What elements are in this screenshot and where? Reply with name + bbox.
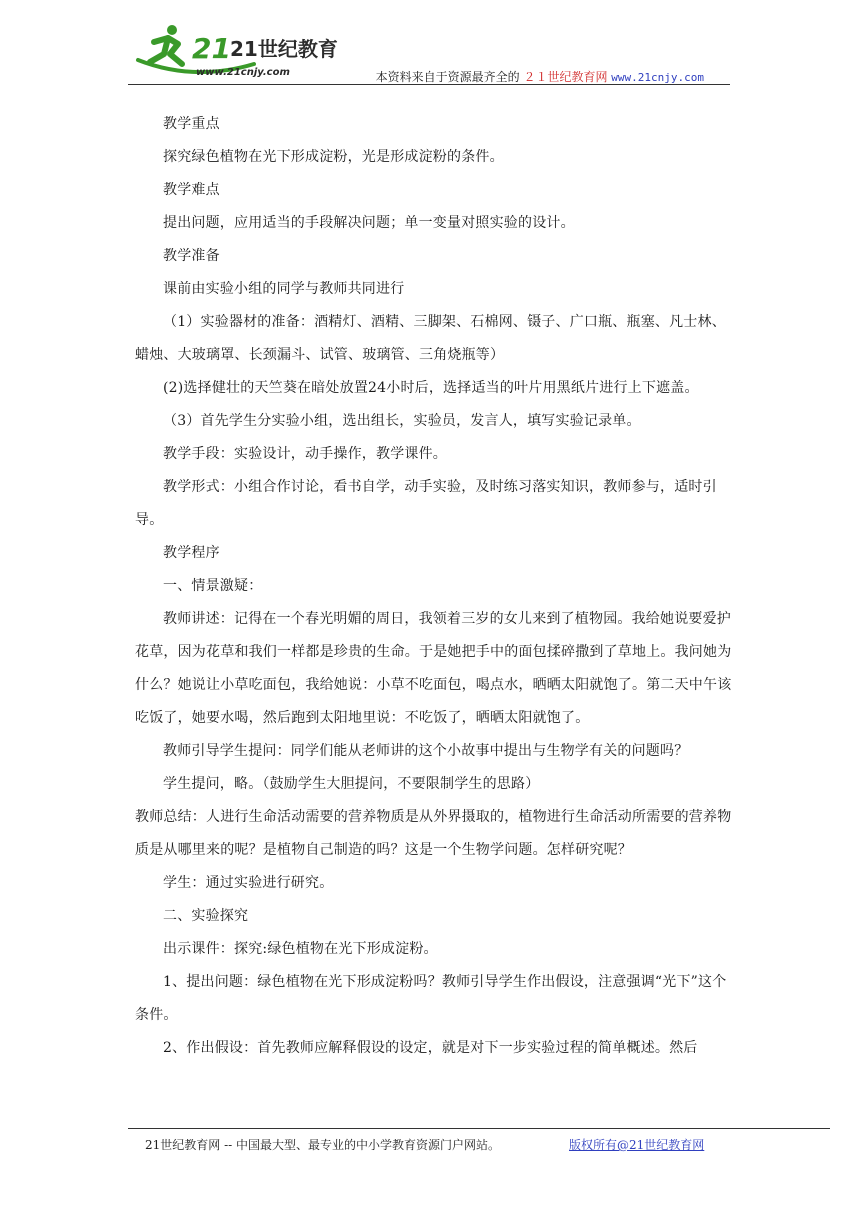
paragraph: 一、情景激疑： [163, 578, 263, 594]
page-header [128, 18, 730, 88]
logo-text: 21世纪教育 [230, 37, 338, 61]
header-source-highlight: ２１世纪教育网 [523, 70, 608, 84]
paragraph: 教师讲述：记得在一个春光明媚的周日，我领着三岁的女儿来到了植物园。我给她说要爱护花草，因为花草和我们一样都是珍贵的生命。于是她把手中的面包揉碎撒到了草地上。我问她为什么？她说让小草吃面包，我给她说：小草不吃面包，喝点水，晒晒太阳就饱了。第二天中午该吃饭了，她要水喝，然后跑到太阳地里说：不吃饭了，晒晒太阳就饱了。 [135, 611, 732, 726]
paragraph: （1）实验器材的准备：酒精灯、酒精、三脚架、石棉网、镊子、广口瓶、瓶塞、凡士林、蜡烛、大玻璃罩、长颈漏斗、试管、玻璃管、三角烧瓶等） [135, 314, 726, 363]
header-source-url[interactable]: www.21cnjy.com [611, 71, 704, 84]
paragraph: 课前由实验小组的同学与教师共同进行 [163, 281, 405, 297]
paragraph: 教学手段：实验设计，动手操作，教学课件。 [163, 446, 447, 462]
paragraph: 学生提问，略。（鼓励学生大胆提问，不要限制学生的思路） [163, 776, 540, 792]
header-source-prefix: 本资料来自于资源最齐全的 [375, 70, 520, 84]
paragraph: 学生：通过实验进行研究。 [163, 875, 334, 891]
page-footer [145, 1136, 705, 1153]
document-body [135, 108, 732, 1065]
footer-copyright-link[interactable]: 版权所有@21世纪教育网 [569, 1138, 705, 1152]
paragraph: 二、实验探究 [163, 908, 249, 924]
header-source-line [376, 68, 704, 85]
paragraph: (2)选择健壮的天竺葵在暗处放置24小时后，选择适当的叶片用黑纸片进行上下遮盖。 [163, 380, 699, 396]
paragraph: 2、作出假设：首先教师应解释假设的设定，就是对下一步实验过程的简单概述。然后 [163, 1040, 698, 1056]
paragraph: 教学重点 [163, 116, 220, 132]
footer-divider [128, 1128, 830, 1129]
paragraph: （3）首先学生分实验小组，选出组长，实验员，发言人，填写实验记录单。 [163, 413, 641, 429]
svg-text:21: 21 [192, 32, 231, 65]
paragraph: 教师总结：人进行生命活动需要的营养物质是从外界摄取的，植物进行生命活动所需要的营养物质是从哪里来的呢？是植物自己制造的吗？这是一个生物学问题。怎样研究呢？ [135, 809, 732, 858]
paragraph: 教师引导学生提问：同学们能从老师讲的这个小故事中提出与生物学有关的问题吗？ [163, 743, 689, 759]
paragraph: 教学准备 [163, 248, 220, 264]
logo-url: www.21cnjy.com [196, 67, 290, 78]
paragraph: 1、提出问题：绿色植物在光下形成淀粉吗？教师引导学生作出假设，注意强调“光下”这个条件。 [135, 974, 727, 1023]
paragraph: 教学形式：小组合作讨论，看书自学，动手实验，及时练习落实知识，教师参与，适时引导。 [135, 479, 717, 528]
header-divider [128, 84, 730, 85]
site-logo [134, 20, 349, 84]
footer-left-text: 21世纪教育网 -- 中国最大型、最专业的中小学教育资源门户网站。 [145, 1138, 501, 1152]
paragraph: 出示课件：探究:绿色植物在光下形成淀粉。 [163, 941, 438, 957]
paragraph: 探究绿色植物在光下形成淀粉，光是形成淀粉的条件。 [163, 149, 504, 165]
paragraph: 教学难点 [163, 182, 220, 198]
paragraph: 提出问题，应用适当的手段解决问题；单一变量对照实验的设计。 [163, 215, 575, 231]
paragraph: 教学程序 [163, 545, 220, 561]
